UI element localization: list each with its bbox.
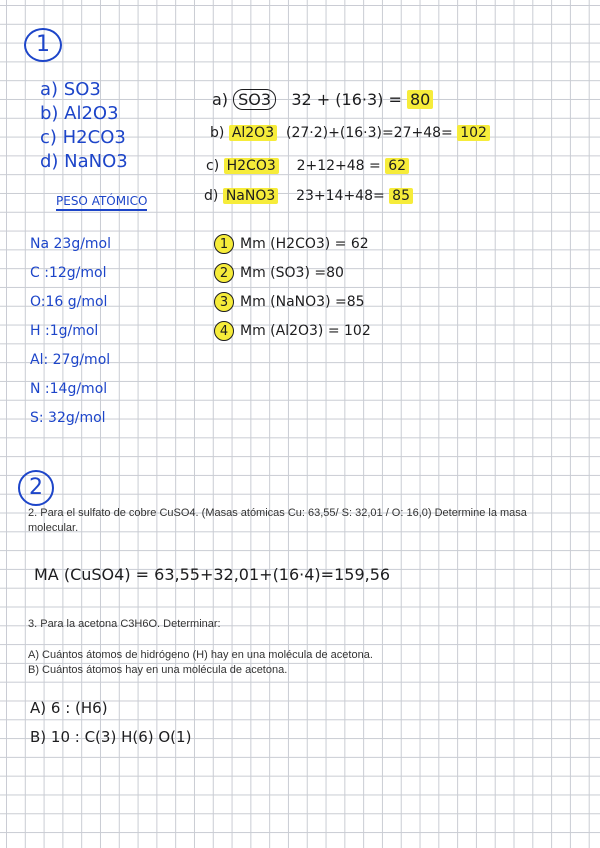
ranking-2: 2 Mm (SO3) =80 [214, 259, 371, 288]
formula-d: d) NaNO3 [40, 151, 128, 172]
weight-na: Na 23g/mol [30, 236, 112, 252]
ranking-list [214, 230, 371, 346]
weight-n: N :14g/mol [30, 381, 108, 397]
answer-2: MA (CuSO4) = 63,55+32,01+(16·4)=159,56 [34, 565, 391, 584]
ranking-1: 1 Mm (H2CO3) = 62 [214, 230, 371, 259]
question-3-b: B) Cuántos átomos hay en una molécula de acetona. [28, 664, 288, 676]
atomic-weight-list [30, 230, 111, 433]
question-3-title: 3. Para la acetona C3H6O. Determinar: [28, 618, 221, 630]
calc-c: c) H2CO3 2+12+48 = 62 [206, 154, 409, 178]
answer-3-b: B) 10 : C(3) H(6) O(1) [30, 728, 192, 746]
calc-b: b) Al2O3 (27·2)+(16·3)=27+48= 102 [210, 121, 490, 145]
formula-b: b) Al2O3 [40, 103, 119, 124]
formula-c: c) H2CO3 [40, 127, 126, 148]
ranking-4: 4 Mm (Al2O3) = 102 [214, 317, 371, 346]
question-3-a: A) Cuántos átomos de hidrógeno (H) hay en una molécula de acetona. [28, 649, 373, 661]
question-2: 2. Para el sulfato de cobre CuSO4. (Masas atómicas Cu: 63,55/ S: 32,01 / O: 16,0) Determine la masa molecular. [28, 507, 527, 534]
weight-o: O:16 g/mol [30, 294, 108, 310]
calc-d: d) NaNO3 23+14+48= 85 [204, 184, 413, 208]
section-2-number: 2 [18, 470, 54, 506]
formula-a: a) SO3 [40, 79, 101, 100]
weight-c: C :12g/mol [30, 265, 107, 281]
ranking-3: 3 Mm (NaNO3) =85 [214, 288, 371, 317]
weight-s: S: 32g/mol [30, 410, 106, 426]
formula-list [40, 78, 128, 174]
section-1-number: 1 [24, 28, 62, 62]
weight-al: Al: 27g/mol [30, 352, 111, 368]
calc-a: a) SO3 32 + (16·3) = 80 [212, 88, 433, 112]
weight-h: H :1g/mol [30, 323, 99, 339]
atomic-weight-title: PESO ATÓMICO [56, 194, 147, 211]
answer-3-a: A) 6 : (H6) [30, 699, 108, 717]
